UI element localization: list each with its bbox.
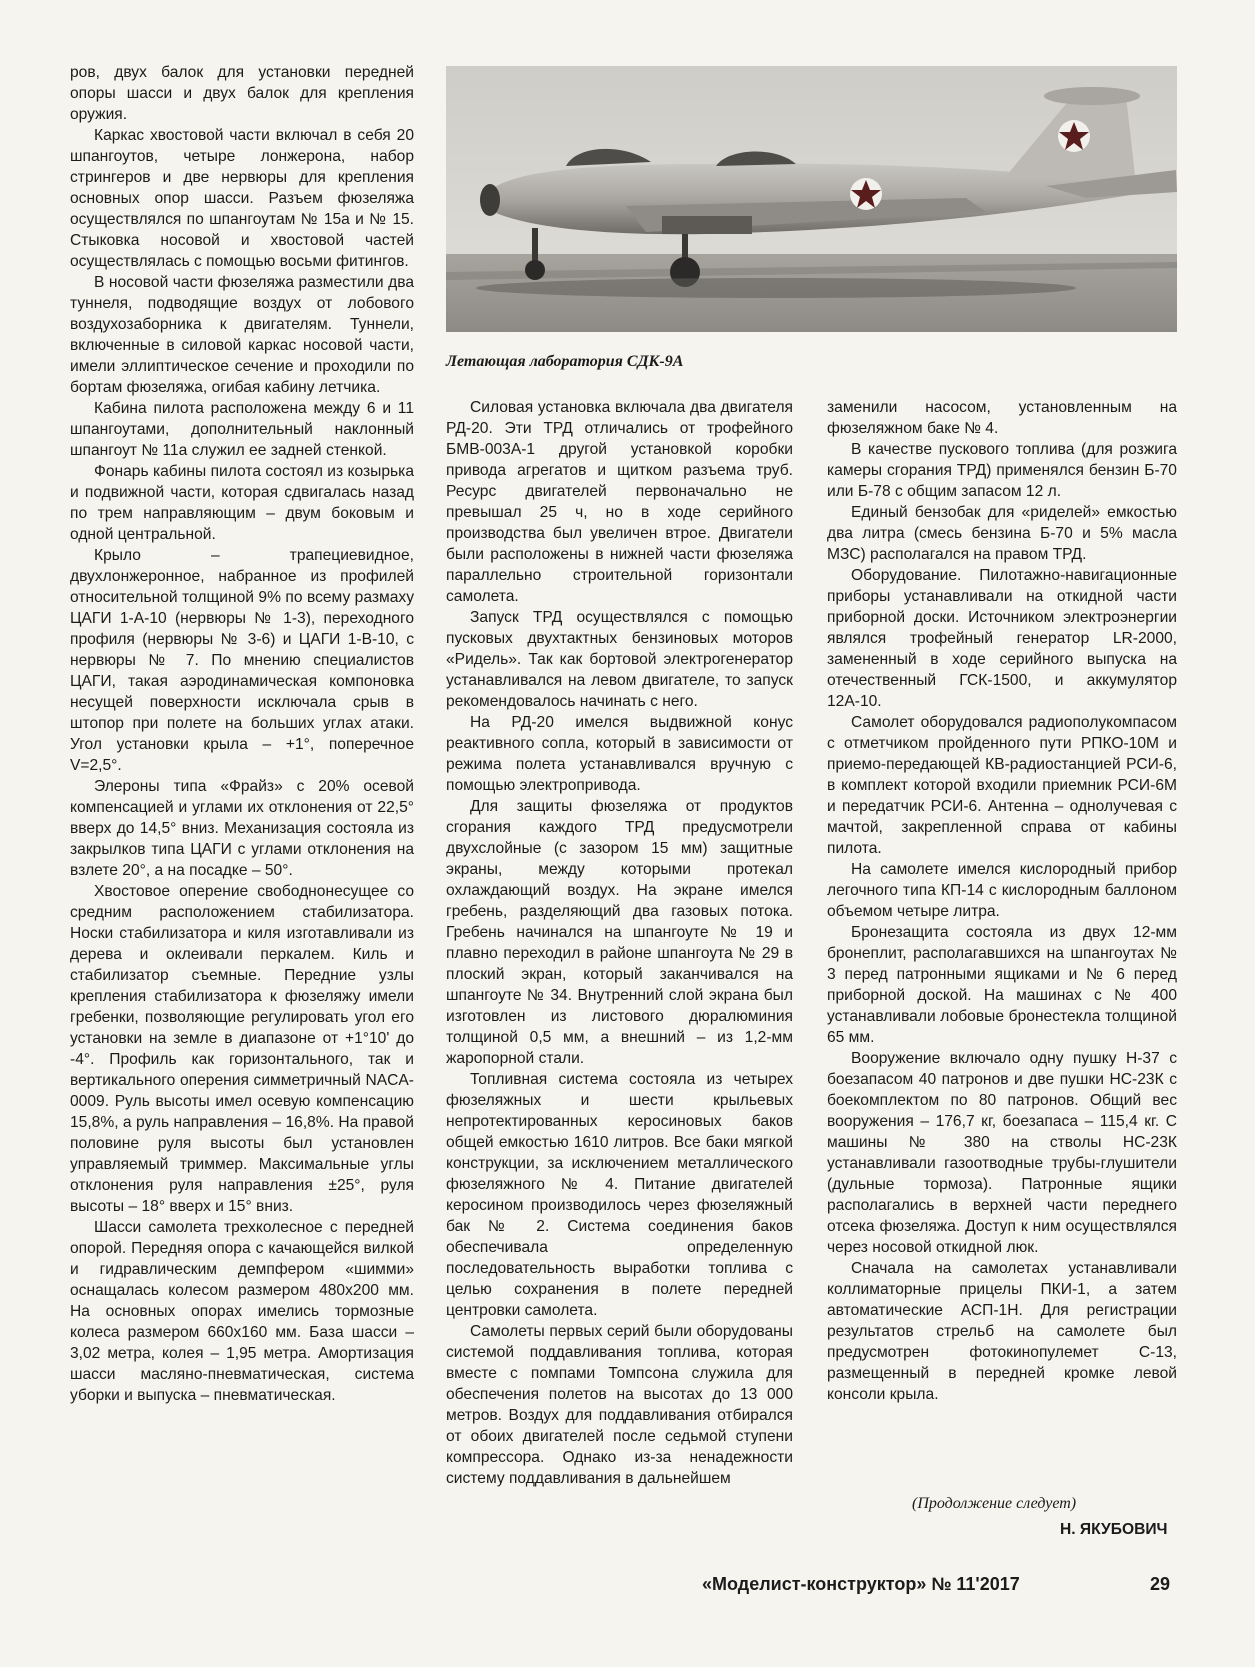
paragraph: Крыло – трапециевидное, двухлонжеронное, набранное из профилей относительной толщиной 9% по всему размаху ЦАГИ 1-А-10 (нервюры № 1-3), переходного профиля (нервюры № 3-6) и ЦАГИ 1-В-10, с нервюры № 7. По мнению специалистов ЦАГИ, такая аэродинамическая компоновка несущей поверхности исключала срыв в штопор при полете на больших углах атаки. Угол установки крыла – +1°, поперечное V=2,5°. xyxy=(70,547,414,774)
paragraph: Оборудование. Пилотажно-навигационные приборы устанавливали на откидной части приборной доски. Источником электроэнергии являлся трофейный генератор LR-2000, замененный в ходе серийного выпуска на отечественный ГСК-1500, и аккумулятор 12А-10. xyxy=(827,567,1177,710)
paragraph: ров, двух балок для установки передней опоры шасси и двух балок для крепления оружия. xyxy=(70,64,414,123)
paragraph: В носовой части фюзеляжа разместили два туннеля, подводящие воздух от лобового воздухозаборника к двигателям. Туннели, включенные в силовой каркас носовой части, имели эллиптическое сечение и проходили по бортам фюзеляжа, огибая кабину летчика. xyxy=(70,274,414,396)
aircraft-photo xyxy=(446,66,1177,332)
footer-magazine: «Моделист-конструктор» № 11'2017 xyxy=(702,1574,1020,1594)
paragraph: Силовая установка включала два двигателя РД-20. Эти ТРД отличались от трофейного БМВ-003А-1 другой установкой коробки привода агрегатов и щитком разъема труб. Ресурс двигателей первоначально не превышал 25 ч, но в ходе серийного производства был увеличен втрое. Двигатели были расположены в нижней части фюзеляжа параллельно строительной горизонтали самолета. xyxy=(446,399,793,605)
paragraph: Единый бензобак для «риделей» емкостью два литра (смесь бензина Б-70 и 5% масла МЗС) располагался на правом ТРД. xyxy=(827,504,1177,563)
paragraph: Элероны типа «Фрайз» с 20% осевой компенсацией и углами их отклонения от 22,5° вверх до 14,5° вниз. Механизация состояла из закрылков типа ЦАГИ с углами отклонения на взлете 20°, а на посадке – 50°. xyxy=(70,778,414,879)
paragraph: Хвостовое оперение свободнонесущее со средним расположением стабилизатора. Носки стабилизатора и киля изготавливали из дерева и оклеивали перкалем. Киль и стабилизатор съемные. Передние узлы крепления стабилизатора к фюзеляжу имели гребенки, позволяющие регулировать угол его установки на земле в диапазоне от +1°10' до -4°. Профиль как горизонтального, так и вертикального оперения симметричный NACA-0009. Руль высоты имел осевую компенсацию 15,8%, а руль направления – 16,8%. На правой половине руля высоты был установлен управляемый триммер. Максимальные углы отклонения руля направления ±25°, руля высоты – 18° вверх и 15° вниз. xyxy=(70,883,414,1215)
paragraph: Самолеты первых серий были оборудованы системой поддавливания топлива, которая вместе с помпами Томпсона служила для обеспечения полетов на высотах до 13 000 метров. Воздух для поддавливания отбирался от обоих двигателей после седьмой ступени компрессора. Однако из-за ненадежности систему поддавливания в дальнейшем xyxy=(446,1323,793,1487)
paragraph: Самолет оборудовался радиополукомпасом с отметчиком пройденного пути РПКО-10М и приемо-передающей КВ-радиостанцией РСИ-6, в комплект которой входили приемник РСИ-6М и передатчик РСИ-6. Антенна – однолучевая с мачтой, закрепленной справа от кабины пилота. xyxy=(827,714,1177,857)
continued-note: (Продолжение следует) xyxy=(912,1495,1077,1512)
text-column-1 xyxy=(70,62,414,1406)
text-column-2 xyxy=(446,397,793,1489)
paragraph: В качестве пускового топлива (для розжига камеры сгорания ТРД) применялся бензин Б-70 или Б-78 с общим запасом 12 л. xyxy=(827,441,1177,500)
paragraph: Запуск ТРД осуществлялся с помощью пусковых двухтактных бензиновых моторов «Ридель». Так как бортовой электрогенератор устанавливался на левом двигателе, то запуск рекомендовалось начинать с него. xyxy=(446,609,793,710)
paragraph: Шасси самолета трехколесное с передней опорой. Передняя опора с качающейся вилкой и гидравлическим демпфером «шимми» оснащалась колесом размером 480х200 мм. На основных опорах имелись тормозные колеса размером 660х160 мм. База шасси – 3,02 метра, колея – 1,95 метра. Амортизация шасси масляно-пневматическая, система уборки и выпуска – пневматическая. xyxy=(70,1219,414,1404)
paragraph: Кабина пилота расположена между 6 и 11 шпангоутами, дополнительный наклонный шпангоут № 11а служил ее задней стенкой. xyxy=(70,400,414,459)
paragraph: Топливная система состояла из четырех фюзеляжных и шести крыльевых непротектированных керосиновых баков общей емкостью 1610 литров. Все баки мягкой конструкции, за исключением металлического фюзеляжного № 4. Питание двигателей керосином производилось через фюзеляжный бак № 2. Система соединения баков обеспечивала определенную последовательность выработки топлива с целью сохранения в полете передней центровки самолета. xyxy=(446,1071,793,1319)
paragraph: На самолете имелся кислородный прибор легочного типа КП-14 с кислородным баллоном объемом четыре литра. xyxy=(827,861,1177,920)
paragraph: На РД-20 имелся выдвижной конус реактивного сопла, который в зависимости от режима полета устанавливался вручную с помощью электропривода. xyxy=(446,714,793,794)
aircraft-illustration xyxy=(446,66,1177,332)
paragraph: Фонарь кабины пилота состоял из козырька и подвижной части, которая сдвигалась назад по трем направляющим – двум боковым и одной центральной. xyxy=(70,463,414,543)
photo-caption: Летающая лаборатория СДК-9А xyxy=(446,353,684,370)
paragraph: Бронезащита состояла из двух 12-мм бронеплит, располагавшихся на шпангоутах № 3 перед патронными ящиками и № 6 перед приборной доской. На машинах с № 400 устанавливали лобовые бронестекла толщиной 65 мм. xyxy=(827,924,1177,1046)
paragraph: Сначала на самолетах устанавливали коллиматорные прицелы ПКИ-1, а затем автоматические АСП-1Н. Для регистрации результатов стрельб на самолете был предусмотрен фотокинопулемет С-13, размещенный в передней кромке левой консоли крыла. xyxy=(827,1260,1177,1403)
text-column-3 xyxy=(827,397,1177,1405)
paragraph: Каркас хвостовой части включал в себя 20 шпангоутов, четыре лонжерона, набор стрингеров и две нервюры для крепления основных опор шасси. Разъем фюзеляжа осуществлялся по шпангоутам № 15а и № 15. Стыковка носовой и хвостовой частей осуществлялась с помощью восьми фитингов. xyxy=(70,127,414,270)
paragraph: Для защиты фюзеляжа от продуктов сгорания каждого ТРД предусмотрели двухслойные (с зазором 15 мм) защитные экраны, между которыми протекал охлаждающий воздух. На экране имелся гребень, разделяющий два газовых потока. Гребень начинался на шпангоуте № 19 и плавно переходил в районе шпангоута № 29 в плоский экран, который заканчивался на шпангоуте № 34. Внутренний слой экрана был изготовлен из листового дюралюминия толщиной 0,5 мм, а внешний – из 1,2-мм жаропорной стали. xyxy=(446,798,793,1067)
paragraph: заменили насосом, установленным на фюзеляжном баке № 4. xyxy=(827,399,1177,437)
page-number: 29 xyxy=(1150,1574,1171,1594)
paragraph: Вооружение включало одну пушку Н-37 с боезапасом 40 патронов и две пушки НС-23К с боекомплектом по 80 патронов. Общий вес вооружения – 176,7 кг, боезапаса – 115,4 кг. С машины № 380 на стволы НС-23К устанавливали газоотводные трубы-глушители (дульные тормоза). Патронные ящики располагались в верхней части переднего отсека фюзеляжа. Доступ к ним осуществлялся через носовой откидной люк. xyxy=(827,1050,1177,1256)
author-name: Н. ЯКУБОВИЧ xyxy=(1060,1521,1168,1538)
